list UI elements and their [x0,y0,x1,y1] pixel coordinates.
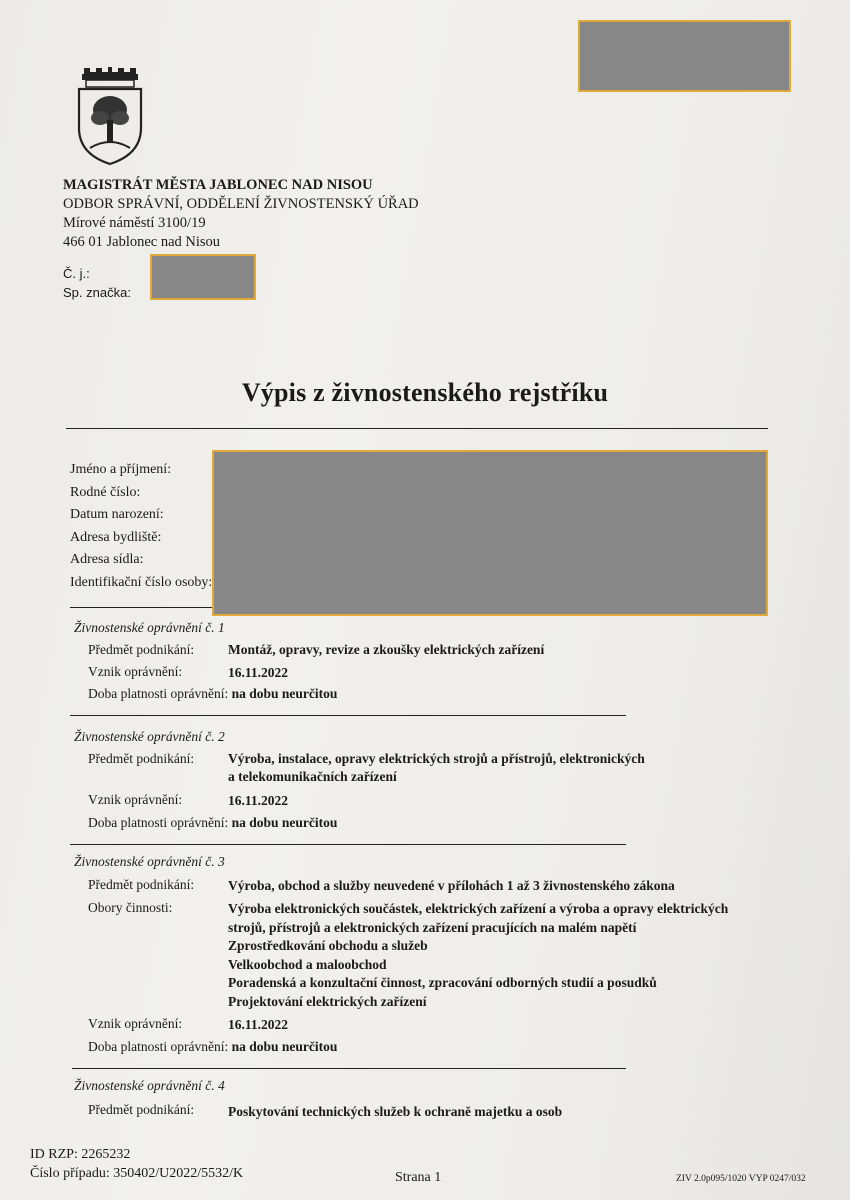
licence-2-origin-label: Vznik oprávnění: [88,792,183,807]
footer-identifiers [30,1145,243,1183]
residence-address-label: Adresa bydliště: [70,529,162,545]
rzp-id: ID RZP: 2265232 [30,1147,131,1162]
id-number-label: Identifikační číslo osoby: [70,574,213,590]
licence-2-validity [88,815,337,831]
form-code: ZIV 2.0p095/1020 VYP 0247/032 [676,1174,806,1184]
licence-3-subject: Výroba, obchod a služby neuvedené v přílohách 1 až 3 živnostenského zákona [228,878,675,893]
licence-3-field-line-2: strojů, přístrojů a elektronických zařízení pracujících na malém napětí [228,919,637,935]
licence-1-validity [88,686,337,702]
city-address: 466 01 Jablonec nad Nisou [63,234,221,250]
licence-3-fields-label: Obory činnosti: [88,900,173,915]
birth-date-label: Datum narození: [70,507,164,522]
coat-of-arms-icon [76,66,144,166]
redaction-box-personal-data [212,450,768,616]
licence-3-field-line-6: Projektování elektrických zařízení [228,993,427,1009]
licence-3-title: Živnostenské oprávnění č. 3 [74,854,225,869]
redaction-box-reference [150,254,256,300]
office-name: MAGISTRÁT MĚSTA JABLONEC NAD NISOU [63,177,373,193]
name-label: Jméno a příjmení: [70,462,172,477]
licence-2-subject-line-2: a telekomunikačních zařízení [228,769,397,784]
street-address: Mírové náměstí 3100/19 [63,215,206,231]
case-number: Číslo případu: 350402/U2022/5532/K [30,1166,244,1181]
licence-3-field-line-4: Velkoobchod a maloobchod [228,956,387,972]
licence-3-origin-label: Vznik oprávnění: [88,1016,183,1031]
licence-2-subject-line-1: Výroba, instalace, opravy elektrických strojů a přístrojů, elektronických [228,751,645,766]
person-section-rule [70,607,212,608]
licence-1-validity-value: na dobu neurčitou [231,686,338,701]
title-rule [66,428,768,429]
licence-3-field-line-3: Zprostředkování obchodu a služeb [228,938,428,953]
licence-1-subject-label: Předmět podnikání: [88,642,195,657]
reference-number-label: Č. j.: [63,266,90,281]
licence-3-subject-label: Předmět podnikání: [88,877,195,892]
licence-3-validity-label: Doba platnosti oprávnění: [88,1039,229,1054]
licence-2-origin-date: 16.11.2022 [228,793,289,808]
licence-4-title: Živnostenské oprávnění č. 4 [74,1078,225,1093]
licence-4-subject: Poskytování technických služeb k ochraně majetku a osob [228,1104,563,1119]
seat-address-label: Adresa sídla: [70,552,144,567]
issuer-header [63,176,419,252]
licence-2-title: Živnostenské oprávnění č. 2 [74,729,225,744]
person-labels [70,459,212,594]
licence-3-field-line-5: Poradenská a konzultační činnost, zpracování odborných studií a posudků [228,975,657,990]
redaction-box-top [578,20,791,92]
licence-3-validity [88,1039,337,1055]
licence-3-rule [72,1068,626,1069]
licence-3-origin-date: 16.11.2022 [228,1017,289,1032]
licence-1-validity-label: Doba platnosti oprávnění: [88,686,229,701]
licence-2-rule [70,844,626,845]
licence-2-subject-label: Předmět podnikání: [88,751,195,766]
licence-4-subject-label: Předmět podnikání: [88,1102,195,1117]
licence-3-validity-value: na dobu neurčitou [231,1039,338,1054]
department-name: ODBOR SPRÁVNÍ, ODDĚLENÍ ŽIVNOSTENSKÝ ÚŘAD [63,196,419,212]
licence-2-validity-label: Doba platnosti oprávnění: [88,815,229,830]
licence-1-origin-label: Vznik oprávnění: [88,664,183,679]
licence-1-origin-date: 16.11.2022 [228,665,289,680]
licence-1-subject: Montáž, opravy, revize a zkoušky elektrických zařízení [228,642,545,657]
licence-2-validity-value: na dobu neurčitou [231,815,338,830]
licence-1-rule [70,715,626,716]
page-number: Strana 1 [395,1170,442,1185]
reference-block [63,264,131,302]
licence-1-title: Živnostenské oprávnění č. 1 [74,620,225,635]
file-mark-label: Sp. značka: [63,285,131,300]
document-title: Výpis z živnostenského rejstříku [241,378,609,407]
birth-number-label: Rodné číslo: [70,484,141,500]
licence-3-field-line-1: Výroba elektronických součástek, elektrických zařízení a výroba a opravy elektrických [228,901,729,916]
